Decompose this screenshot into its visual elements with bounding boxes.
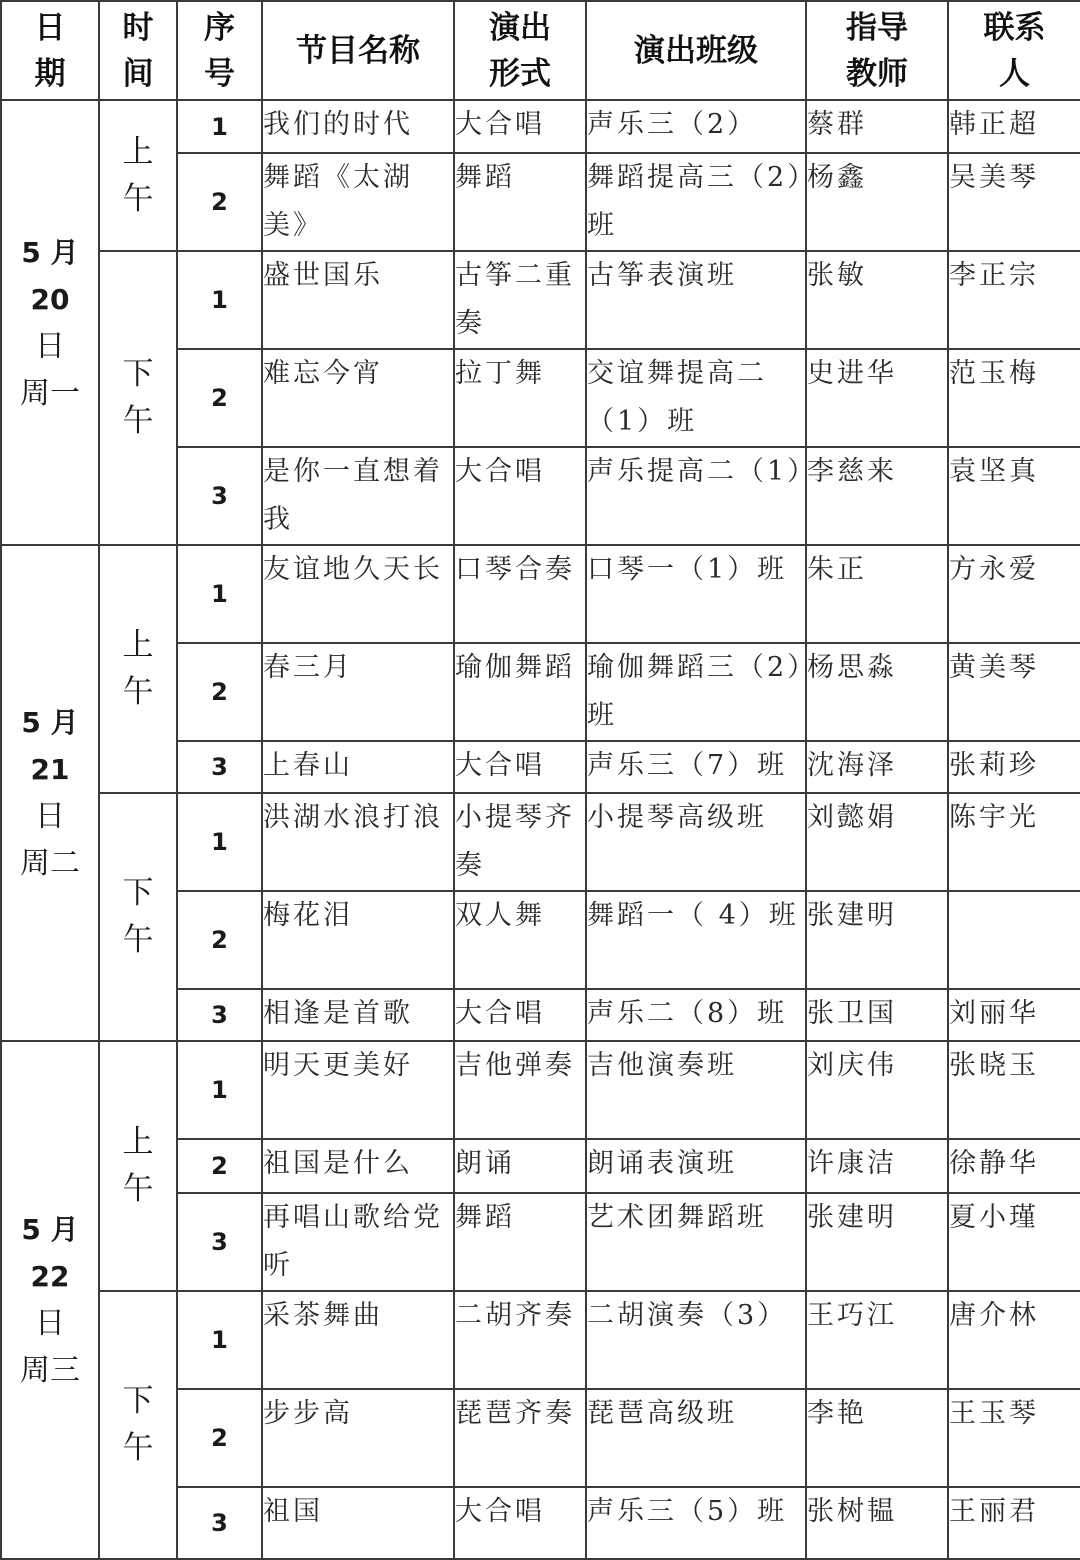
class-cell: 古筝表演班: [586, 251, 806, 349]
period-cell: 上午: [99, 1041, 177, 1291]
table-row: [1, 545, 1080, 643]
teacher-cell: 杨鑫: [806, 153, 948, 251]
seq-cell: 2: [177, 349, 262, 447]
contact-cell: 范玉梅: [948, 349, 1080, 447]
contact-cell: 吴美琴: [948, 153, 1080, 251]
form-cell: 拉丁舞: [454, 349, 586, 447]
teacher-cell: 张建明: [806, 891, 948, 989]
contact-cell: 唐介林: [948, 1291, 1080, 1389]
contact-cell: 黄美琴: [948, 643, 1080, 741]
seq-cell: 2: [177, 153, 262, 251]
date-cell: 5 月 21 日 周二: [1, 545, 99, 1041]
seq-cell: 1: [177, 545, 262, 643]
program-cell: 我们的时代: [262, 100, 454, 153]
seq-cell: 2: [177, 891, 262, 989]
class-cell: 舞蹈一（ 4）班: [586, 891, 806, 989]
teacher-cell: 张卫国: [806, 989, 948, 1041]
seq-cell: 2: [177, 1139, 262, 1193]
seq-cell: 3: [177, 1487, 262, 1559]
program-cell: 祖国是什么: [262, 1139, 454, 1193]
header-form: 演出形式: [454, 1, 586, 100]
seq-cell: 3: [177, 1193, 262, 1291]
contact-cell: 韩正超: [948, 100, 1080, 153]
table-row: [1, 1041, 1080, 1139]
form-cell: 双人舞: [454, 891, 586, 989]
teacher-cell: 朱正: [806, 545, 948, 643]
program-cell: 相逢是首歌: [262, 989, 454, 1041]
form-cell: 二胡齐奏: [454, 1291, 586, 1389]
class-cell: 二胡演奏（3）: [586, 1291, 806, 1389]
period-cell: 上午: [99, 545, 177, 793]
teacher-cell: 李慈来: [806, 447, 948, 545]
teacher-cell: 王巧江: [806, 1291, 948, 1389]
class-cell: 声乐提高二（1）: [586, 447, 806, 545]
teacher-cell: 刘庆伟: [806, 1041, 948, 1139]
teacher-cell: 沈海泽: [806, 741, 948, 793]
header-row: [1, 1, 1080, 100]
contact-cell: 陈宇光: [948, 793, 1080, 891]
teacher-cell: 史进华: [806, 349, 948, 447]
program-cell: 祖国: [262, 1487, 454, 1559]
class-cell: 小提琴高级班: [586, 793, 806, 891]
teacher-cell: 杨思淼: [806, 643, 948, 741]
form-cell: 大合唱: [454, 447, 586, 545]
contact-cell: 张莉珍: [948, 741, 1080, 793]
period-cell: 上午: [99, 100, 177, 251]
class-cell: 交谊舞提高二（1）班: [586, 349, 806, 447]
program-cell: 梅花泪: [262, 891, 454, 989]
header-time: 时间: [99, 1, 177, 100]
form-cell: 大合唱: [454, 989, 586, 1041]
program-cell: 舞蹈《太湖美》: [262, 153, 454, 251]
class-cell: 声乐三（7）班: [586, 741, 806, 793]
table-row: [1, 793, 1080, 891]
program-cell: 春三月: [262, 643, 454, 741]
contact-cell: 徐静华: [948, 1139, 1080, 1193]
teacher-cell: 蔡群: [806, 100, 948, 153]
contact-cell: 方永爱: [948, 545, 1080, 643]
teacher-cell: 许康洁: [806, 1139, 948, 1193]
program-cell: 盛世国乐: [262, 251, 454, 349]
class-cell: 声乐三（2）: [586, 100, 806, 153]
class-cell: 朗诵表演班: [586, 1139, 806, 1193]
form-cell: 古筝二重奏: [454, 251, 586, 349]
seq-cell: 1: [177, 793, 262, 891]
seq-cell: 1: [177, 1291, 262, 1389]
teacher-cell: 张树韫: [806, 1487, 948, 1559]
class-cell: 瑜伽舞蹈三（2）班: [586, 643, 806, 741]
seq-cell: 2: [177, 1389, 262, 1487]
form-cell: 小提琴齐奏: [454, 793, 586, 891]
class-cell: 口琴一（1）班: [586, 545, 806, 643]
seq-cell: 1: [177, 1041, 262, 1139]
header-program: 节目名称: [262, 1, 454, 100]
date-cell: 5 月 22 日 周三: [1, 1041, 99, 1559]
program-cell: 洪湖水浪打浪: [262, 793, 454, 891]
program-cell: 友谊地久天长: [262, 545, 454, 643]
header-seq: 序号: [177, 1, 262, 100]
program-cell: 采茶舞曲: [262, 1291, 454, 1389]
form-cell: 吉他弹奏: [454, 1041, 586, 1139]
form-cell: 大合唱: [454, 100, 586, 153]
seq-cell: 3: [177, 741, 262, 793]
period-cell: 下午: [99, 1291, 177, 1559]
header-date: 日期: [1, 1, 99, 100]
period-cell: 下午: [99, 793, 177, 1041]
header-class: 演出班级: [586, 1, 806, 100]
seq-cell: 3: [177, 447, 262, 545]
program-cell: 再唱山歌给党听: [262, 1193, 454, 1291]
seq-cell: 3: [177, 989, 262, 1041]
form-cell: 瑜伽舞蹈: [454, 643, 586, 741]
program-cell: 是你一直想着我: [262, 447, 454, 545]
class-cell: 舞蹈提高三（2）班: [586, 153, 806, 251]
teacher-cell: 刘懿娟: [806, 793, 948, 891]
period-cell: 下午: [99, 251, 177, 545]
form-cell: 大合唱: [454, 1487, 586, 1559]
class-cell: 艺术团舞蹈班: [586, 1193, 806, 1291]
class-cell: 声乐三（5）班: [586, 1487, 806, 1559]
date-cell: 5 月 20 日 周一: [1, 100, 99, 545]
program-cell: 步步高: [262, 1389, 454, 1487]
seq-cell: 2: [177, 643, 262, 741]
form-cell: 口琴合奏: [454, 545, 586, 643]
form-cell: 舞蹈: [454, 1193, 586, 1291]
teacher-cell: 李艳: [806, 1389, 948, 1487]
contact-cell: [948, 891, 1080, 989]
form-cell: 朗诵: [454, 1139, 586, 1193]
table-row: [1, 100, 1080, 153]
contact-cell: 刘丽华: [948, 989, 1080, 1041]
class-cell: 声乐二（8）班: [586, 989, 806, 1041]
program-cell: 上春山: [262, 741, 454, 793]
table-row: [1, 1291, 1080, 1389]
header-contact: 联系人: [948, 1, 1080, 100]
form-cell: 舞蹈: [454, 153, 586, 251]
class-cell: 吉他演奏班: [586, 1041, 806, 1139]
contact-cell: 张晓玉: [948, 1041, 1080, 1139]
program-cell: 明天更美好: [262, 1041, 454, 1139]
seq-cell: 1: [177, 251, 262, 349]
contact-cell: 夏小瑾: [948, 1193, 1080, 1291]
header-teacher: 指导教师: [806, 1, 948, 100]
teacher-cell: 张敏: [806, 251, 948, 349]
contact-cell: 袁坚真: [948, 447, 1080, 545]
contact-cell: 李正宗: [948, 251, 1080, 349]
program-cell: 难忘今宵: [262, 349, 454, 447]
contact-cell: 王玉琴: [948, 1389, 1080, 1487]
form-cell: 琵琶齐奏: [454, 1389, 586, 1487]
teacher-cell: 张建明: [806, 1193, 948, 1291]
table-row: [1, 251, 1080, 349]
class-cell: 琵琶高级班: [586, 1389, 806, 1487]
form-cell: 大合唱: [454, 741, 586, 793]
seq-cell: 1: [177, 100, 262, 153]
contact-cell: 王丽君: [948, 1487, 1080, 1559]
